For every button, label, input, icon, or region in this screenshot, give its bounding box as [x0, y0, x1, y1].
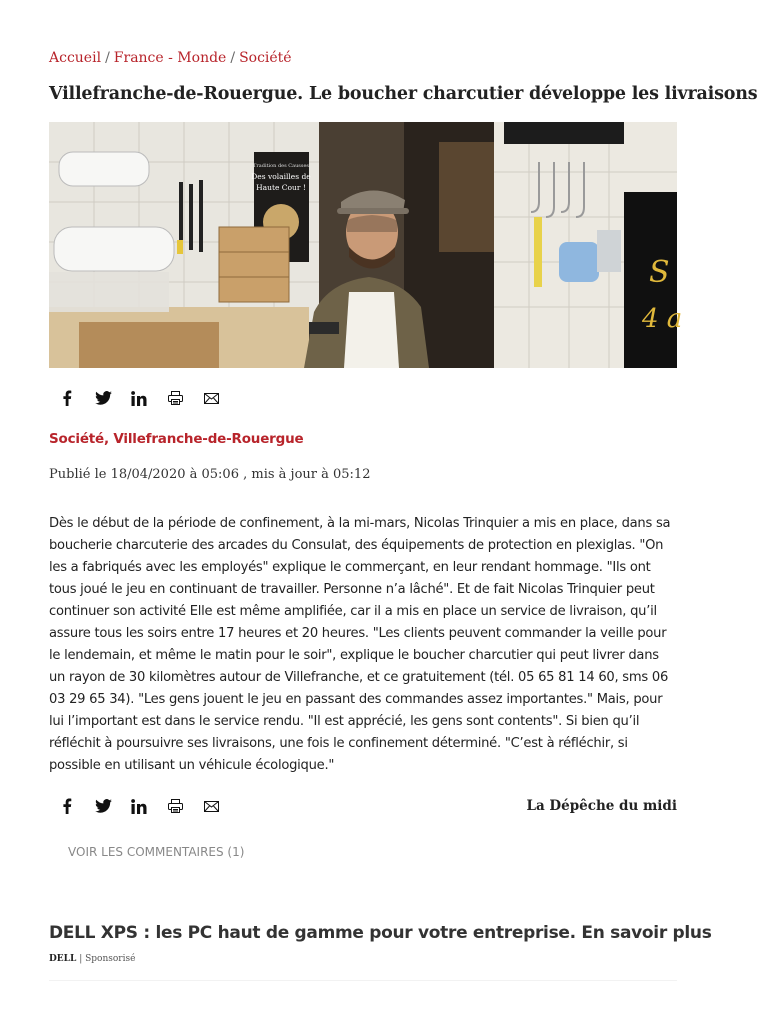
- sponsor-brand: DELL: [49, 954, 77, 964]
- sign-text: 4 a: [642, 304, 683, 334]
- divider: [49, 980, 677, 981]
- article-tags[interactable]: Société, Villefranche-de-Rouergue: [49, 431, 304, 447]
- breadcrumb-separator: /: [230, 50, 236, 66]
- print-icon[interactable]: [157, 388, 193, 408]
- poster-text: Des volailles de: [251, 172, 311, 181]
- twitter-icon[interactable]: [85, 796, 121, 816]
- linkedin-icon[interactable]: [121, 796, 157, 816]
- article-title: Villefranche-de-Rouergue. Le boucher charcutier développe les livraisons: [49, 84, 757, 104]
- view-comments-button[interactable]: VOIR LES COMMENTAIRES (1): [68, 845, 245, 859]
- share-bar-top: [49, 388, 229, 408]
- sponsored-label: Sponsorisé: [85, 954, 136, 964]
- sign-text: S: [649, 255, 670, 290]
- article-source: La Dépêche du midi: [526, 798, 677, 814]
- sponsored-source: DELL | Sponsorisé: [49, 954, 136, 964]
- publish-date: Publié le 18/04/2020 à 05:06 , mis à jour à 05:12: [49, 467, 371, 482]
- poster-text: Haute Cour !: [256, 183, 306, 192]
- facebook-icon[interactable]: [49, 796, 85, 816]
- print-icon[interactable]: [157, 796, 193, 816]
- linkedin-icon[interactable]: [121, 388, 157, 408]
- breadcrumb-separator: /: [105, 50, 110, 66]
- twitter-icon[interactable]: [85, 388, 121, 408]
- article-photo: [49, 122, 683, 368]
- share-bar-bottom: [49, 796, 229, 816]
- breadcrumb-societe[interactable]: Société: [239, 50, 292, 66]
- breadcrumb: [49, 50, 292, 66]
- article-paragraph: Dès le début de la période de confinement, à la mi-mars, Nicolas Trinquier a mis en place, dans sa boucherie charcuterie des arcades du Consulat, des équipements de protection en plexiglas. "On les a fabriqués avec les employés" explique le commerçant, en leur rendant hommage. "Ils ont tous joué le jeu en continuant de travailler. Personne n’a lâché". Et de fait Nicolas Trinquier peut continuer son activité Elle est même amplifiée, car il a mis en place un service de livraison, qu’il assure tous les soirs entre 17 heures et 20 heures. "Les clients peuvent commander la veille pour le lendemain, et même le matin pour le soir", explique le boucher charcutier qui peut livrer dans un rayon de 30 kilomètres autour de Villefranche, et ce gratuitement (tél. 05 65 81 14 60, sms 06 03 29 65 34). "Les gens jouent le jeu en passant des commandes assez importantes." Mais, pour lui l’important est dans le service rendu. "Il est apprécié, les gens sont contents". Si bien qu’il réfléchit à poursuivre ses livraisons, une fois le confinement déterminé. "C’est à réfléchir, si possible en utilisant un véhicule écologique.": [49, 516, 671, 773]
- sponsored-headline[interactable]: DELL XPS : les PC haut de gamme pour votre entreprise. En savoir plus: [49, 923, 712, 943]
- article-body: [49, 513, 677, 777]
- breadcrumb-france-monde[interactable]: France - Monde: [113, 50, 227, 66]
- email-icon[interactable]: [193, 388, 229, 408]
- email-icon[interactable]: [193, 796, 229, 816]
- facebook-icon[interactable]: [49, 388, 85, 408]
- breadcrumb-home[interactable]: Accueil: [49, 50, 102, 66]
- poster-text: Tradition des Causses: [253, 163, 309, 169]
